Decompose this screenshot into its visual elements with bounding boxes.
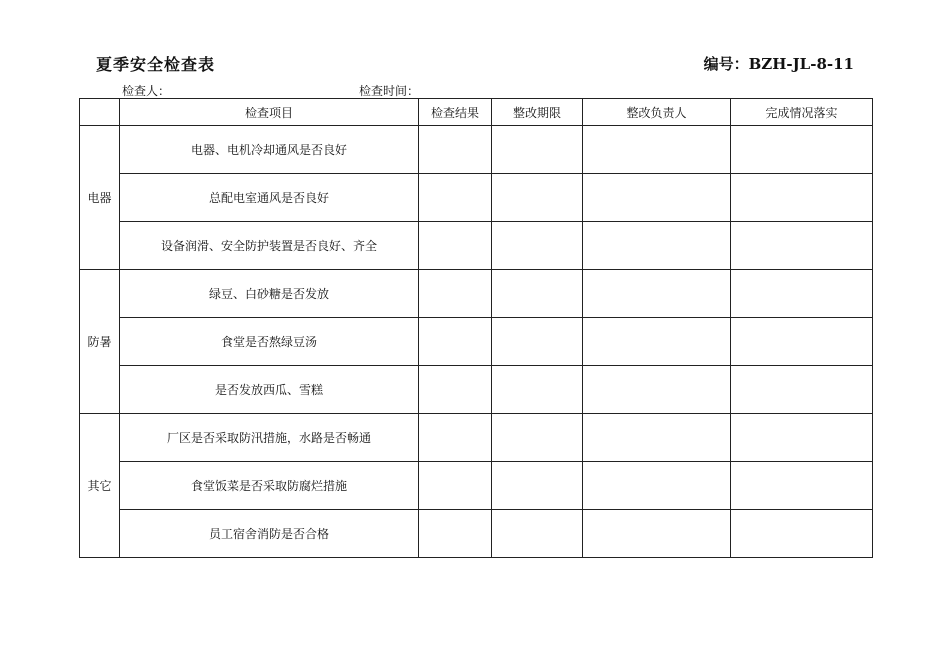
owner-cell[interactable] <box>583 270 731 318</box>
header-owner: 整改负责人 <box>583 99 731 126</box>
owner-cell[interactable] <box>583 510 731 558</box>
deadline-cell[interactable] <box>492 222 583 270</box>
deadline-cell[interactable] <box>492 174 583 222</box>
result-cell[interactable] <box>419 318 492 366</box>
table-row <box>80 270 873 318</box>
item-cell: 绿豆、白砂糖是否发放 <box>120 270 419 318</box>
table-row <box>80 366 873 414</box>
table-row <box>80 510 873 558</box>
deadline-cell[interactable] <box>492 318 583 366</box>
result-cell[interactable] <box>419 126 492 174</box>
inspection-table <box>79 98 873 558</box>
form-code: 编号：BZH-JL-8-11 <box>703 55 854 73</box>
category-cell: 防暑 <box>80 270 120 414</box>
owner-cell[interactable] <box>583 414 731 462</box>
item-cell: 食堂是否熬绿豆汤 <box>120 318 419 366</box>
completion-cell[interactable] <box>731 222 873 270</box>
table-row <box>80 318 873 366</box>
item-cell: 员工宿舍消防是否合格 <box>120 510 419 558</box>
result-cell[interactable] <box>419 414 492 462</box>
completion-cell[interactable] <box>731 174 873 222</box>
owner-cell[interactable] <box>583 126 731 174</box>
header-deadline: 整改期限 <box>492 99 583 126</box>
owner-cell[interactable] <box>583 222 731 270</box>
form-title: 夏季安全检查表 <box>96 55 216 74</box>
item-cell: 厂区是否采取防汛措施，水路是否畅通 <box>120 414 419 462</box>
item-cell: 设备润滑、安全防护装置是否良好、齐全 <box>120 222 419 270</box>
deadline-cell[interactable] <box>492 366 583 414</box>
header-completion: 完成情况落实 <box>731 99 873 126</box>
owner-cell[interactable] <box>583 366 731 414</box>
owner-cell[interactable] <box>583 174 731 222</box>
time-label: 检查时间： <box>359 84 420 98</box>
item-cell: 是否发放西瓜、雪糕 <box>120 366 419 414</box>
table-row <box>80 222 873 270</box>
result-cell[interactable] <box>419 270 492 318</box>
completion-cell[interactable] <box>731 126 873 174</box>
result-cell[interactable] <box>419 462 492 510</box>
result-cell[interactable] <box>419 222 492 270</box>
deadline-cell[interactable] <box>492 510 583 558</box>
deadline-cell[interactable] <box>492 270 583 318</box>
table-row <box>80 414 873 462</box>
header-category <box>80 99 120 126</box>
category-cell: 其它 <box>80 414 120 558</box>
table-header-row <box>80 99 873 126</box>
completion-cell[interactable] <box>731 318 873 366</box>
deadline-cell[interactable] <box>492 126 583 174</box>
completion-cell[interactable] <box>731 414 873 462</box>
completion-cell[interactable] <box>731 366 873 414</box>
item-cell: 总配电室通风是否良好 <box>120 174 419 222</box>
table-row <box>80 126 873 174</box>
owner-cell[interactable] <box>583 462 731 510</box>
deadline-cell[interactable] <box>492 414 583 462</box>
completion-cell[interactable] <box>731 462 873 510</box>
header-result: 检查结果 <box>419 99 492 126</box>
item-cell: 食堂饭菜是否采取防腐烂措施 <box>120 462 419 510</box>
table-row <box>80 462 873 510</box>
completion-cell[interactable] <box>731 510 873 558</box>
deadline-cell[interactable] <box>492 462 583 510</box>
inspector-label: 检查人： <box>122 84 171 98</box>
table-row <box>80 174 873 222</box>
owner-cell[interactable] <box>583 318 731 366</box>
category-cell: 电器 <box>80 126 120 270</box>
item-cell: 电器、电机冷却通风是否良好 <box>120 126 419 174</box>
header-item: 检查项目 <box>120 99 419 126</box>
result-cell[interactable] <box>419 174 492 222</box>
completion-cell[interactable] <box>731 270 873 318</box>
result-cell[interactable] <box>419 510 492 558</box>
result-cell[interactable] <box>419 366 492 414</box>
